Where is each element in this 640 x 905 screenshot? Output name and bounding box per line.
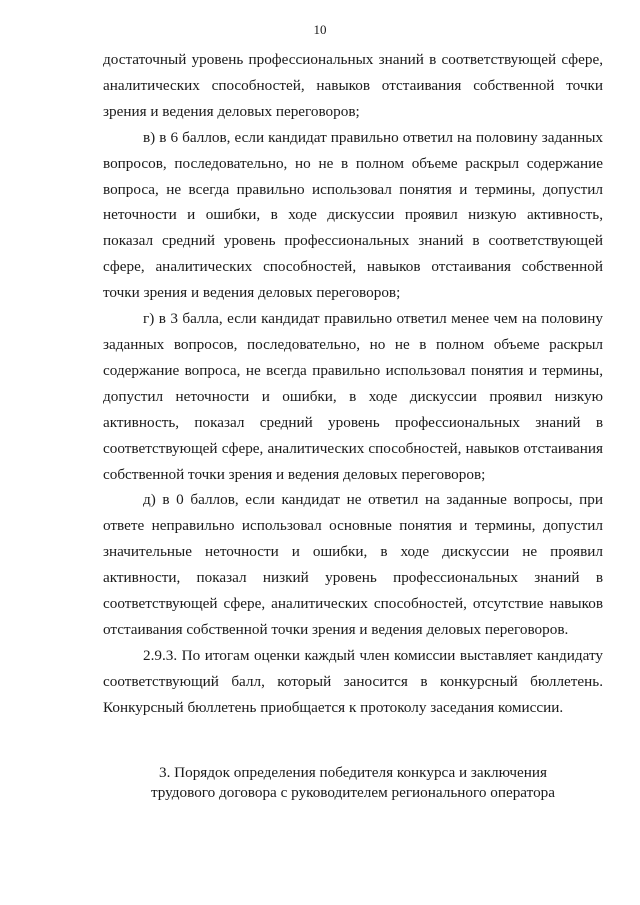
section-heading [103, 763, 603, 803]
section-heading-line-2: трудового договора с руководителем регионального оператора [150, 784, 556, 801]
section-heading-line-1: 3. Порядок определения победителя конкурса и заключения [158, 764, 548, 781]
paragraph-2-9-3: 2.9.3. По итогам оценки каждый член комиссии выставляет кандидату соответствующий балл, который заносится в конкурсный бюллетень. Конкурсный бюллетень приобщается к протоколу заседания комиссии. [103, 646, 603, 716]
document-body [103, 47, 603, 721]
paragraph-item-g: г) в 3 балла, если кандидат правильно ответил менее чем на половину заданных вопросов, последовательно, но не в полном объеме раскрыл содержание вопроса, не всегда правильно использовал понятия и термины, допустил неточности и ошибки, в ходе дискуссии проявил низкую активность, показал средний уровень профессиональных знаний в соответствующей сфере, аналитических способностей, навыков отстаивания собственной точки зрения и ведения деловых переговоров; [103, 310, 603, 483]
paragraph-item-d: д) в 0 баллов, если кандидат не ответил на заданные вопросы, при ответе неправильно использовал основные понятия и термины, допустил значительные неточности и ошибки, в ходе дискуссии не проявил активности, показал низкий уровень профессиональных знаний в соответствующей сфере, аналитических способностей, отсутствие навыков отстаивания собственной точки зрения и ведения деловых переговоров. [103, 491, 603, 638]
page-number: 10 [313, 22, 327, 37]
paragraph-item-v: в) в 6 баллов, если кандидат правильно ответил на половину заданных вопросов, последовательно, но не в полном объеме раскрыл содержание вопроса, не всегда правильно использовал понятия и термины, допустил неточности и ошибки, в ходе дискуссии проявил низкую активность, показал средний уровень профессиональных знаний в соответствующей сфере, аналитических способностей, навыков отстаивания собственной точки зрения и ведения деловых переговоров; [103, 128, 603, 302]
paragraph-continuation: достаточный уровень профессиональных знаний в соответствующей сфере, аналитических способностей, навыков отстаивания собственной точки зрения и ведения деловых переговоров; [103, 51, 603, 120]
